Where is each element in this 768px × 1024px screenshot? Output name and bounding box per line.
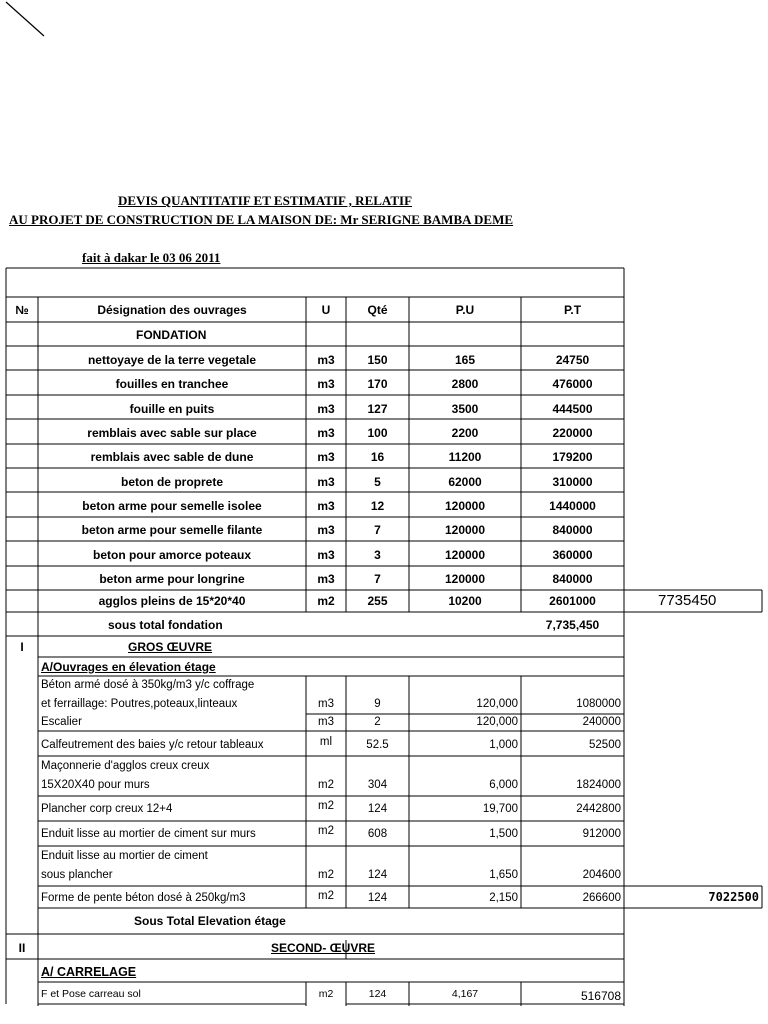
row-designation-line1: Béton armé dosé à 350kg/m3 y/c coffrage: [41, 679, 255, 691]
row-quantity: 608: [367, 828, 388, 840]
row-total-price: 1824000: [576, 779, 621, 791]
row-unit: m3: [317, 450, 335, 464]
row-unit: m2: [318, 890, 334, 902]
row-total-price: 912000: [582, 828, 621, 840]
row-designation: beton arme pour semelle isolee: [82, 499, 262, 513]
row-unit-price: 62000: [448, 475, 482, 489]
section-gros-oeuvre-number: I: [20, 640, 24, 654]
row-unit-price: 4,167: [451, 988, 479, 1000]
row-total-price: 310000: [552, 475, 593, 489]
header-unit-price: P.U: [455, 303, 475, 317]
row-quantity: 127: [367, 402, 388, 416]
row-designation: beton pour amorce poteaux: [92, 548, 252, 562]
row-unit-price: 120,000: [476, 716, 518, 728]
row-designation: remblais avec sable de dune: [90, 450, 254, 464]
row-unit: m2: [318, 779, 334, 791]
row-designation: remblais avec sable sur place: [87, 426, 257, 440]
row-quantity: 150: [367, 353, 388, 367]
row-total-price: 24750: [555, 353, 590, 367]
row-unit-price: 120000: [444, 548, 486, 562]
row-unit: m3: [317, 353, 335, 367]
row-total-price: 1080000: [576, 698, 621, 710]
row-unit-price: 1,650: [489, 869, 518, 881]
row-unit-price: 2800: [451, 377, 479, 391]
row-designation: agglos pleins de 15*20*40: [98, 594, 246, 608]
row-unit: m3: [317, 499, 335, 513]
row-designation-line1: Enduit lisse au mortier de ciment: [41, 850, 208, 862]
row-quantity: 52.5: [366, 739, 389, 751]
row-unit: m3: [317, 402, 335, 416]
fondation-side-total: 7735450: [658, 592, 717, 609]
row-unit-price: 2,150: [489, 892, 518, 904]
row-designation-line1: Escalier: [41, 716, 82, 728]
row-unit-price: 120000: [444, 523, 486, 537]
row-unit-price: 1,500: [489, 828, 518, 840]
row-total-price: 204600: [582, 869, 621, 881]
row-total-price: 840000: [552, 572, 593, 586]
row-designation-line1: Forme de pente béton dosé à 250kg/m3: [41, 892, 246, 904]
section-second-oeuvre-number: II: [18, 941, 26, 955]
row-designation: beton arme pour longrine: [99, 572, 245, 586]
row-total-price: 52500: [589, 739, 621, 751]
row-quantity: 124: [368, 988, 387, 1000]
row-unit: m3: [317, 523, 335, 537]
document-date: fait à dakar le 03 06 2011: [82, 250, 221, 265]
row-designation-line1: Plancher corp creux 12+4: [41, 803, 173, 815]
row-quantity: 3: [374, 548, 381, 562]
header-designation: Désignation des ouvrages: [97, 303, 247, 317]
row-quantity: 255: [367, 594, 388, 608]
row-unit-price: 10200: [448, 594, 482, 608]
row-unit-price: 3500: [451, 402, 479, 416]
row-quantity: 124: [367, 803, 388, 815]
row-unit: m2: [318, 869, 334, 881]
row-unit-price: 19,700: [482, 803, 518, 815]
row-unit: m2: [318, 800, 334, 812]
row-total-price: 476000: [552, 377, 593, 391]
row-unit-price: 2200: [451, 426, 479, 440]
row-unit: m2: [317, 594, 335, 608]
header-number: №: [15, 303, 29, 317]
section-gros-oeuvre-title: GROS ŒUVRE: [128, 640, 213, 654]
row-designation: fouille en puits: [129, 402, 215, 416]
row-quantity: 9: [374, 698, 381, 710]
row-total-price: 2442800: [576, 803, 621, 815]
row-unit-price: 6,000: [489, 779, 518, 791]
document-title-line2: AU PROJET DE CONSTRUCTION DE LA MAISON DE: Mr SERIGNE BAMBA DEME: [9, 212, 514, 227]
gros-oeuvre-side-total: 7022500: [708, 890, 759, 904]
row-unit-price: 120,000: [476, 698, 518, 710]
row-unit: m2: [318, 988, 334, 1000]
row-unit: m3: [317, 475, 335, 489]
row-total-price: 840000: [552, 523, 593, 537]
row-designation: fouilles en tranchee: [115, 377, 229, 391]
row-unit-price: 165: [454, 353, 476, 367]
row-unit: m3: [318, 716, 334, 728]
row-total-price: 179200: [552, 450, 593, 464]
row-quantity: 304: [367, 779, 388, 791]
row-unit: ml: [319, 736, 333, 748]
row-designation: nettoyaye de la terre vegetale: [87, 353, 257, 367]
row-designation-line1: Calfeutrement des baies y/c retour tableaux: [41, 739, 264, 751]
row-designation: beton arme pour semelle filante: [81, 523, 263, 537]
row-total-price: 444500: [552, 402, 593, 416]
header-quantity: Qté: [367, 303, 388, 317]
row-quantity: 100: [367, 426, 388, 440]
row-quantity: 12: [370, 499, 385, 513]
row-total-price: 220000: [552, 426, 593, 440]
subsection-carrelage-title: A/ CARRELAGE: [41, 965, 137, 979]
row-quantity: 2: [374, 716, 381, 728]
fondation-subtotal-label: sous total fondation: [108, 618, 223, 632]
row-quantity: 7: [374, 523, 381, 537]
document-title-line1: DEVIS QUANTITATIF ET ESTIMATIF , RELATIF: [118, 193, 413, 208]
row-unit-price: 1,000: [489, 739, 518, 751]
header-total-price: P.T: [563, 303, 582, 317]
row-total-price: 516708: [580, 989, 621, 1003]
row-unit: m2: [318, 825, 334, 837]
row-quantity: 7: [374, 572, 381, 586]
row-unit: m3: [317, 548, 335, 562]
row-total-price: 266600: [582, 892, 621, 904]
row-quantity: 124: [367, 892, 388, 904]
row-designation-line1: Maçonnerie d'agglos creux creux: [41, 760, 210, 772]
row-unit: m3: [317, 426, 335, 440]
row-unit-price: 120000: [444, 572, 486, 586]
row-quantity: 170: [367, 377, 388, 391]
section-fondation-title: FONDATION: [136, 328, 207, 342]
row-total-price: 240000: [582, 716, 621, 728]
row-designation-line1: Enduit lisse au mortier de ciment sur murs: [41, 828, 256, 840]
row-total-price: 360000: [552, 548, 593, 562]
row-unit: m3: [317, 572, 335, 586]
row-designation-line2: 15X20X40 pour murs: [41, 779, 150, 791]
row-quantity: 16: [370, 450, 385, 464]
row-unit: m3: [317, 377, 335, 391]
row-total-price: 2601000: [549, 594, 596, 608]
row-unit: m3: [318, 698, 334, 710]
row-unit-price: 11200: [448, 450, 482, 464]
row-designation-line2: sous plancher: [41, 869, 113, 881]
fondation-subtotal-value: 7,735,450: [545, 618, 600, 632]
row-quantity: 124: [367, 869, 388, 881]
section-second-oeuvre-title: SECOND- ŒUVRE: [271, 941, 376, 955]
subsection-elevation-title: A/Ouvrages en élevation étage: [41, 660, 216, 674]
row-unit-price: 120000: [444, 499, 486, 513]
gros-oeuvre-subtotal-label: Sous Total Elevation étage: [134, 914, 286, 928]
row-quantity: 5: [374, 475, 381, 489]
header-unit: U: [321, 303, 331, 317]
row-designation: beton de proprete: [120, 475, 223, 489]
row-designation-line1: F et Pose carreau sol: [41, 988, 141, 1000]
row-total-price: 1440000: [549, 499, 596, 513]
row-designation-line2: et ferraillage: Poutres,poteaux,linteaux: [41, 698, 238, 710]
